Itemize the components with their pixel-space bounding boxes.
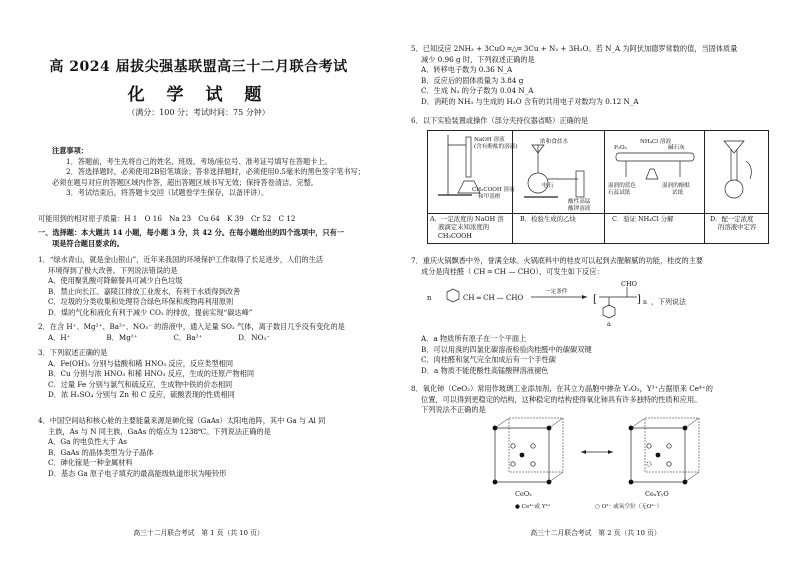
section-heading [38, 228, 344, 249]
q8-stem: 位置，可以得到更稳定的结构，这种稳定的结构使得氧化铈具有许多独特的性质和应用。 [421, 394, 702, 404]
product-label-a: a [607, 320, 611, 328]
crystal-figure [485, 418, 725, 510]
product-n: n [643, 299, 647, 306]
reaction-condition: 一定条件 [545, 289, 568, 295]
svg-text:]: ] [637, 294, 641, 305]
q6-stem: 6．以下实验装置或操作（部分夹持仪器省略）正确的是 [411, 116, 589, 125]
label-wetpaper3: 湿润的酚酞 [662, 183, 690, 189]
question-8 [411, 384, 713, 416]
q8-stem: 下列说法不正确的是 [421, 405, 486, 415]
label-wetpaper4: 试纸 [672, 190, 684, 196]
q5-option: B．反应后的固体质量为 3.84 g [421, 75, 524, 85]
page-footer: 高三十二月联合考试 第 2 页（共 10 页） [530, 529, 661, 537]
product-cho: CHO [621, 280, 637, 288]
label-naoh: NaOH 溶液 [474, 137, 505, 143]
q7-option: C．肉桂醛和氢气完全加成后有一个手性碳 [421, 355, 556, 365]
note-line: 3．考试结束后，将答题卡交回（试题卷学生保存，以备评讲）。 [66, 188, 269, 198]
note-line: 必须在题号对应的答题区域内作答，超出答题区域书写无效；保持答卷清洁、完整。 [52, 177, 318, 187]
exam-subtitle: 化 学 试 题 [127, 85, 270, 105]
notes-title: 注意事项： [52, 146, 88, 155]
q5-stem: 减少 0.96 g 时，下列叙述正确的是 [421, 54, 535, 64]
q1-option: A．使用聚乳酸可降解餐具可减少白色垃圾 [48, 276, 183, 286]
q3-stem: 3．下列叙述正确的是 [38, 348, 108, 357]
legend-anion: ○ O²⁻ 或氧空位（无O²⁻） [595, 504, 663, 510]
q3-option: D．浓 H₂SO₄ 分别与 Zn 和 C 反应，硫酸表现的性质相同 [48, 390, 235, 400]
question-7 [411, 256, 703, 277]
label-lime: 碱石灰 [668, 145, 685, 151]
label-ch3cooh2: 和甲基橙 [478, 194, 501, 200]
apparatus-figure [427, 130, 769, 244]
reaction-chain: CH ═ CH — CHO [463, 294, 524, 302]
atomic-masses [38, 214, 296, 225]
question-1 [38, 255, 323, 319]
apparatus-divider [428, 213, 768, 214]
q5-stem: 5．已知反应 2NH₃ + 3CuO ═△═ 3Cu + N₂ + 3H₂O。若 N_A 为阿伏加德罗常数的值，当固体质量 [411, 44, 738, 53]
label-water: 浓和食盐水 [540, 139, 568, 145]
q7-stem: 成分是肉桂醛（ CH ═ CH — CHO），可发生如下反应： [421, 266, 604, 276]
exam-title: 高 2024 届拔尖强基联盟高三十二月联合考试 [49, 59, 348, 75]
question-2 [38, 322, 345, 343]
apparatus-drawings [428, 131, 768, 213]
note-line: 1．答题前，考生先将自己的姓名、班级、考场/座位号、准考证号填写在答题卡上。 [66, 156, 332, 166]
section-line: 一、选择题：本大题共 14 小题，每小题 3 分，共 42 分。在每小题给出的四个选项中，只有一 [38, 228, 344, 237]
q8-stem: 8．氧化铈（CeO₂）常用作玻璃工业添加剂，在其立方晶胞中掺杂 Y₂O₃，Y³⁺占据原来 Ce⁴⁺的 [411, 384, 713, 393]
label-nh4cl: NH₄Cl 溶液 [640, 139, 672, 145]
crystal-left-label: CeO₂ [515, 490, 532, 498]
option-d-caption: D．配一定浓度 的溶液中定容 [710, 215, 757, 232]
question-4 [38, 416, 325, 480]
question-3 [38, 348, 254, 401]
question-6 [411, 116, 588, 127]
q7-option: A．a 物质所有原子在一个平面上 [421, 334, 527, 343]
svg-text:[: [ [593, 294, 597, 305]
label-kmno4b: 酸钾溶液 [568, 206, 591, 212]
atomic-masses-text: 可能用到的相对原子质量：H 1 O 16 Na 23 Cu 64 K 39 Cr 52 C 12 [38, 214, 296, 223]
page-footer: 高三十二月联合考试 第 1 页（共 10 页） [133, 529, 264, 537]
q4-stem: 主族，As 与 N 同主族，GaAs 的熔点为 1238℃。下列说法正确的是 [48, 426, 271, 436]
q7-options [421, 334, 592, 376]
q3-option: A．Fe(OH)₃ 分别与盐酸和稀 HNO₃ 反应，反应类型相同 [48, 358, 234, 368]
q7-option: D．a 物质不能使酸性高锰酸钾溶液褪色 [421, 365, 549, 375]
q5-option: A．转移电子数为 0.36 N_A [421, 65, 513, 75]
note-line: 2．答选择题时，必须使用2B铅笔填涂；答非选择题时，必须使用0.5毫米的黑色签字笔书写； [66, 167, 365, 177]
label-kmno4: 酸性高锰 [568, 199, 591, 205]
q4-option: B．GaAs 的晶体类型为分子晶体 [48, 447, 154, 457]
q3-option: C．过量 Fe 分别与氯气和硫反应，生成物中铁的价态相同 [48, 379, 233, 389]
q2-stem: 2．在含 H⁺、Mg²⁺、Ba²⁺、NO₃⁻ 的溶液中，通入足量 SO₂ 气体，离子数目几乎没有变化的是 [38, 322, 345, 331]
q4-option: C．砷化镓是一种金属材料 [48, 458, 133, 468]
exam-page-2 [397, 0, 794, 562]
reaction-scheme [427, 280, 767, 328]
option-c-caption: C．验证 NH₄Cl 分解 [612, 215, 674, 223]
q4-option: A．Ga 的电负性大于 As [48, 437, 127, 447]
question-5 [411, 44, 737, 108]
section-line: 项是符合题目要求的。 [52, 238, 124, 248]
q3-option: B．Cu 分别与浓 HNO₃ 和稀 HNO₃ 反应，生成的还原产物相同 [48, 369, 255, 379]
q4-stem: 4．中国空间站和核心舱的主要能量来源是砷化镓（GaAs）太阳电池阵，其中 Ga 与 Al 同 [38, 416, 326, 425]
q7-stem: 7．重庆火锅飘香中外，誉满全球。火锅底料中的桂皮可以起到去腥解腻的功能，桂皮的主要 [411, 256, 704, 265]
q1-option: B．禁止向长江、嘉陵江排放工业废水，有利于水质得到改善 [48, 286, 241, 296]
notes-block [52, 146, 365, 199]
label-wetpaper2: 石蕊试纸 [608, 190, 631, 196]
label-naoh2: (含有酚酞的溶液) [474, 144, 518, 150]
q1-stem: 环境得到了极大改善。下列说法错误的是 [48, 265, 178, 275]
reaction-tail: ，下列说法 [651, 298, 686, 306]
label-cac2: 电石 [542, 183, 554, 189]
q1-option: D．煤的气化和液化有利于减少 CO₂ 的排放，提前实现“碳达峰” [48, 307, 253, 317]
q5-option: C．生成 N₂ 的分子数为 0.04 N_A [421, 86, 534, 96]
legend-cation: ● Ce⁴⁺或 Y³⁺ [515, 504, 551, 510]
q1-stem: 1．“绿水青山，就是金山银山”，近年来我国的环境保护工作取得了长足进步，人们的生活 [38, 255, 324, 264]
label-ch3cooh: CH₃COOH 溶液 [472, 187, 515, 193]
reaction-n: n [427, 294, 432, 302]
q7-option: B．可以用溴的四氯化碳溶液检验肉桂醛中的碳碳双键 [421, 344, 592, 354]
benzene-ring-icon [447, 289, 459, 302]
exam-meta: （满分：100 分；考试时间：75 分钟） [127, 108, 270, 117]
label-p2o5: P₂O₅ [614, 145, 627, 151]
label-wetpaper: 湿润的蓝色 [608, 183, 636, 189]
benzene-ring-icon [603, 305, 615, 318]
crystal-right-label: CeₓYᵧO [645, 490, 669, 498]
option-a-caption: A．一定浓度的 NaOH 溶 液滴定未知浓度的 CH₃COOH [430, 215, 504, 240]
option-b-caption: B．检验生成的乙炔 [520, 215, 576, 223]
q5-option: D．消耗的 NH₃ 与生成的 H₂O 含有的共用电子对数均为 0.12 N_A [421, 96, 639, 106]
q2-options: A．H⁺ B．Mg²⁺ C．Ba²⁺ D．NO₃⁻ [48, 332, 271, 342]
q1-option: C．垃圾的分类收集和处理符合绿色环保和废物再利用原则 [48, 297, 234, 307]
q4-option: D．基态 Ga 原子电子填充的最高能级轨道形状为哑铃形 [48, 468, 227, 478]
